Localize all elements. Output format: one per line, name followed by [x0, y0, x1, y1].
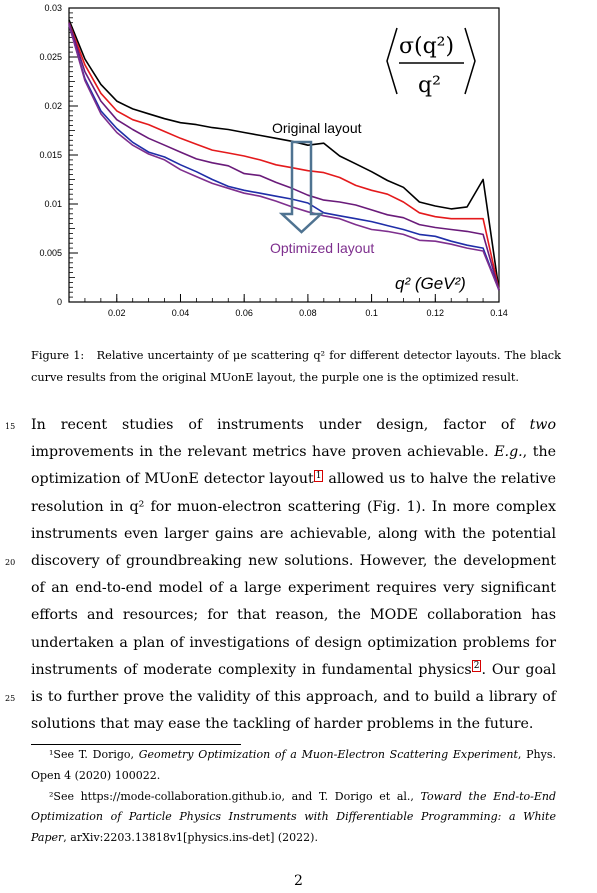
body-text-segment: , the optimization of MUonE detector layout [31, 444, 556, 488]
body-emphasis: two [529, 417, 556, 433]
footnote-text: , arXiv:2203.13818v1[physics.ins-det] (2022). [63, 831, 318, 845]
caption-text: Relative uncertainty of μe scattering q² for different detector layouts. The black curve results from the original MUonE layout, the purple one is the optimized result. [31, 349, 561, 384]
figure-caption [31, 345, 561, 389]
footnote-title: Toward the End-to-End Optimization of Particle Physics Instruments with Differentiable Programming: a White Paper [31, 789, 556, 845]
y-tick-label: 0.02 [44, 101, 62, 111]
annotation-optimized: Optimized layout [270, 240, 375, 256]
y-tick-label: 0.015 [39, 150, 62, 160]
x-axis-label: q² (GeV²) [395, 274, 466, 293]
footnote-link-1[interactable]: 1 [315, 470, 322, 481]
body-emphasis: E.g. [494, 444, 523, 461]
line-number: 20 [5, 558, 16, 567]
footnote-text: , Phys. Open 4 (2020) 100022. [31, 748, 556, 782]
svg-text:σ(q²): σ(q²) [399, 34, 455, 59]
svg-text:q²: q² [418, 73, 441, 98]
x-tick-label: 0.12 [426, 308, 445, 318]
footnote-link-2[interactable]: 2 [473, 661, 480, 672]
footnote-2 [31, 787, 556, 849]
x-tick-label: 0.02 [108, 308, 126, 318]
annotation-original: Original layout [272, 120, 362, 136]
y-tick-label: 0.03 [44, 3, 62, 13]
x-tick-label: 0.1 [365, 308, 378, 318]
body-text-segment: In recent studies of instruments under design, factor of [31, 417, 530, 433]
footnote-text: ¹See T. Dorigo, [49, 748, 139, 761]
footnotes [31, 745, 556, 849]
y-tick-label: 0.005 [39, 248, 62, 258]
page-number: 2 [294, 873, 303, 889]
footnote-title: Geometry Optimization of a Muon-Electron Scattering Experiment [138, 748, 518, 761]
x-tick-label: 0.04 [171, 308, 190, 318]
x-tick-label: 0.06 [235, 308, 253, 318]
x-tick-label: 0.08 [299, 308, 317, 318]
title-math [387, 28, 475, 98]
caption-label: Figure 1: [31, 349, 85, 362]
x-tick-label: 0.14 [490, 308, 508, 318]
line-number: 25 [5, 694, 16, 703]
body-text-segment: allowed us to halve the relative resolution in q² for muon-electron scattering (Fig. 1). In more complex instruments even larger gains are achievable, along with the potential discovery of groundbreaking new solutions. However, the development of an end-to-end model of a large experiment requires very significant efforts and resources; for that reason, the MODE collaboration has undertaken a plan of investigations of design optimization problems for instruments of moderate complexity in fundamental physics [31, 471, 556, 678]
uncertainty-chart [0, 0, 597, 330]
footnote-1 [31, 745, 556, 787]
y-tick-label: 0.025 [39, 52, 62, 62]
y-tick-label: 0.01 [44, 199, 62, 209]
body-paragraph [31, 412, 556, 738]
line-number: 15 [5, 422, 16, 431]
footnote-text: ²See https://mode-collaboration.github.io, and T. Dorigo et al., [49, 789, 421, 803]
y-tick-label: 0 [56, 297, 62, 307]
body-text-segment: improvements in the relevant metrics have proven achievable. [31, 444, 495, 461]
body-text-segment: . Our goal is to further prove the validity of this approach, and to build a library of solutions that may ease the tackling of harder problems in the future. [31, 661, 556, 733]
